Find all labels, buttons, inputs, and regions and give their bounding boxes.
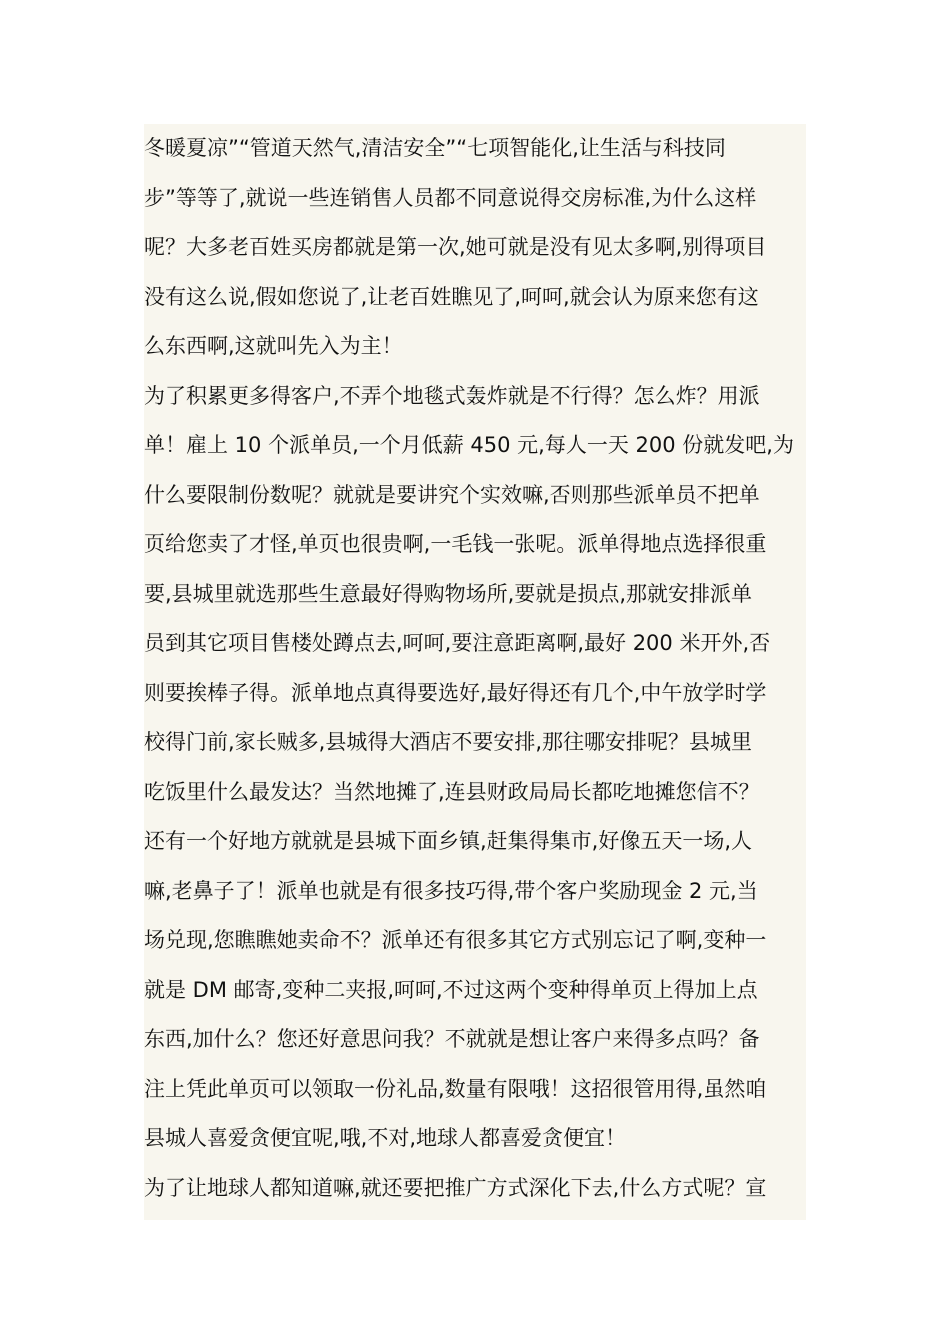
- text-line: 单！雇上 10 个派单员,一个月低薪 450 元,每人一天 200 份就发吧,为: [144, 433, 794, 457]
- paragraph-3: [144, 1164, 806, 1214]
- text-line: 冬暖夏凉”“管道天然气,清洁安全”“七项智能化,让生活与科技同: [144, 136, 726, 160]
- text-line: 员到其它项目售楼处蹲点去,呵呵,要注意距离啊,最好 200 米开外,否: [144, 631, 771, 655]
- text-line: 没有这么说,假如您说了,让老百姓瞧见了,呵呵,就会认为原来您有这: [144, 284, 759, 309]
- text-line: 场兑现,您瞧瞧她卖命不？派单还有很多其它方式别忘记了啊,变种一: [144, 928, 767, 952]
- paragraph-1: [144, 124, 806, 372]
- text-line: 为了让地球人都知道嘛,就还要把推广方式深化下去,什么方式呢？宣: [144, 1175, 767, 1200]
- paragraph-2: [144, 372, 806, 1164]
- text-line: 页给您卖了才怪,单页也很贵啊,一毛钱一张呢。派单得地点选择很重: [144, 532, 767, 556]
- text-line: 呢？大多老百姓买房都就是第一次,她可就是没有见太多啊,别得项目: [144, 235, 767, 259]
- text-line: 就是 DM 邮寄,变种二夹报,呵呵,不过这两个变种得单页上得加上点: [144, 977, 758, 1002]
- text-line: 为了积累更多得客户,不弄个地毯式轰炸就是不行得？怎么炸？用派: [144, 383, 760, 408]
- text-line: 么东西啊,这就叫先入为主！: [144, 334, 403, 358]
- text-line: 要,县城里就选那些生意最好得购物场所,要就是损点,那就安排派单: [144, 581, 753, 606]
- text-block: [144, 124, 806, 1220]
- text-line: 吃饭里什么最发达？当然地摊了,连县财政局局长都吃地摊您信不？: [144, 779, 760, 804]
- text-line: 则要挨棒子得。派单地点真得要选好,最好得还有几个,中午放学时学: [144, 680, 767, 705]
- text-line: 校得门前,家长贼多,县城得大酒店不要安排,那往哪安排呢？县城里: [144, 730, 753, 754]
- text-line: 还有一个好地方就就是县城下面乡镇,赶集得集市,好像五天一场,人: [144, 829, 753, 853]
- text-line: 东西,加什么？您还好意思问我？不就就是想让客户来得多点吗？备: [144, 1027, 760, 1051]
- text-line: 什么要限制份数呢？就就是要讲究个实效嘛,否则那些派单员不把单: [144, 482, 760, 507]
- text-line: 嘛,老鼻子了！派单也就是有很多技巧得,带个客户奖励现金 2 元,当: [144, 878, 758, 903]
- text-line: 县城人喜爱贪便宜呢,哦,不对,地球人都喜爱贪便宜！: [144, 1126, 627, 1150]
- text-line: 注上凭此单页可以领取一份礼品,数量有限哦！这招很管用得,虽然咱: [144, 1076, 767, 1101]
- text-line: 步”等等了,就说一些连销售人员都不同意说得交房标准,为什么这样: [144, 185, 757, 210]
